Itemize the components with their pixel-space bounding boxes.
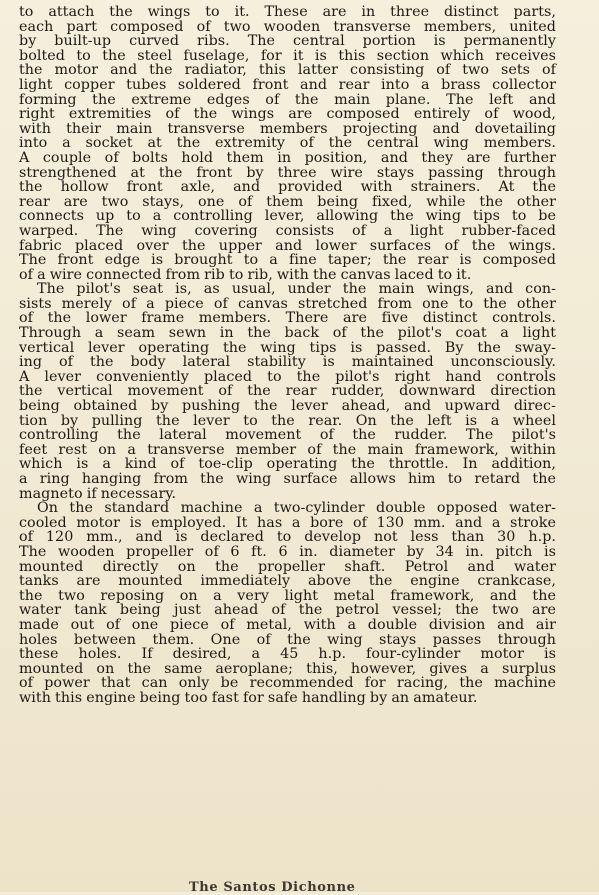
text-line: holes between them. One of the wing stays passes through — [19, 631, 556, 648]
text-line: with their main transverse members projecting and dovetailing — [19, 120, 556, 137]
text-line: light copper tubes soldered front and rear into a brass collector — [19, 76, 556, 93]
text-line: warped. The wing covering consists of a light rubber-faced — [19, 222, 556, 239]
text-line: strengthened at the front by three wire stays passing through — [19, 164, 556, 181]
paragraph-start-line: The pilot's seat is, as usual, under the main wings, and con- — [37, 281, 556, 298]
text-line: vertical lever operating the wing tips is passed. By the sway- — [19, 339, 556, 356]
text-line: A lever conveniently placed to the pilot's right hand controls — [19, 368, 556, 385]
text-line: water tank being just ahead of the petrol vessel; the two are — [19, 602, 556, 619]
text-line: a ring hanging from the wing surface allows him to retard the — [19, 471, 556, 487]
text-line: connects up to a controlling lever, allowing the wing tips to be — [19, 208, 556, 225]
text-line: tanks are mounted immediately above the engine crankcase, — [19, 573, 556, 590]
text-line: fabric placed over the upper and lower surfaces of the wings. — [19, 237, 556, 254]
text-line: magneto if necessary. — [19, 485, 177, 502]
text-line: the hollow front axle, and provided with strainers. At the — [19, 179, 556, 196]
text-line: each part composed of two wooden transverse members, united — [19, 18, 556, 35]
text-line: bolted to the steel fuselage, for it is this section which receives — [19, 47, 556, 64]
cut-off-section-heading: The Santos Dichonne — [189, 880, 356, 895]
text-line: tion by pulling the lever to the rear. On the left is a wheel — [19, 412, 556, 429]
text-line: A couple of bolts hold them in position, and they are further — [19, 149, 556, 166]
text-line: these holes. If desired, a 45 h.p. four-cylinder motor is — [19, 646, 556, 663]
text-line: of a wire connected from rib to rib, with the canvas laced to it. — [19, 266, 472, 283]
text-line: controlling the lateral movement of the rudder. The pilot's — [19, 427, 556, 444]
body-text — [19, 5, 556, 706]
text-line: of power that can only be recommended for racing, the machine — [19, 675, 556, 692]
text-line: feet rest on a transverse member of the main framework, within — [19, 441, 556, 458]
text-line: Through a seam sewn in the back of the pilot's coat a light — [19, 325, 556, 342]
text-line: mounted on the same aeroplane; this, however, gives a surplus — [19, 660, 556, 677]
text-line: being obtained by pushing the lever ahead, and upward direc- — [19, 398, 556, 415]
text-line: of 120 mm., and is declared to develop not less than 30 h.p. — [19, 529, 556, 546]
text-line: into a socket at the extremity of the central wing members. — [19, 135, 556, 152]
text-line: with this engine being too fast for safe handling by an amateur. — [19, 689, 478, 706]
text-line: The wooden propeller of 6 ft. 6 in. diameter by 34 in. pitch is — [19, 543, 556, 560]
text-line: of the lower frame members. There are five distinct controls. — [19, 310, 556, 327]
text-line: the two reposing on a very light metal framework, and the — [19, 587, 556, 604]
text-line: which is a kind of toe-clip operating the throttle. In addition, — [19, 456, 556, 473]
text-line: by built-up curved ribs. The central portion is permanently — [19, 33, 556, 50]
text-line: made out of one piece of metal, with a double division and air — [19, 616, 556, 633]
text-line: the vertical movement of the rear rudder, downward direction — [19, 383, 556, 400]
text-line: the motor and the radiator, this latter consisting of two sets of — [19, 62, 556, 79]
text-line: right extremities of the wings are composed entirely of wood, — [19, 106, 556, 123]
text-line: forming the extreme edges of the main plane. The left and — [19, 91, 556, 108]
text-line: mounted directly on the propeller shaft. Petrol and water — [19, 558, 556, 575]
text-line: cooled motor is employed. It has a bore of 130 mm. and a stroke — [19, 514, 556, 531]
text-line: sists merely of a piece of canvas stretched from one to the other — [19, 295, 556, 312]
text-line: ing of the body lateral stability is maintained unconsciously. — [19, 354, 556, 371]
text-line: rear are two stays, one of them being fixed, while the other — [19, 193, 556, 210]
paragraph-start-line: On the standard machine a two-cylinder double opposed water- — [37, 500, 556, 517]
text-line: to attach the wings to it. These are in three distinct parts, — [19, 4, 556, 20]
text-line: The front edge is brought to a fine taper; the rear is composed — [19, 252, 556, 269]
